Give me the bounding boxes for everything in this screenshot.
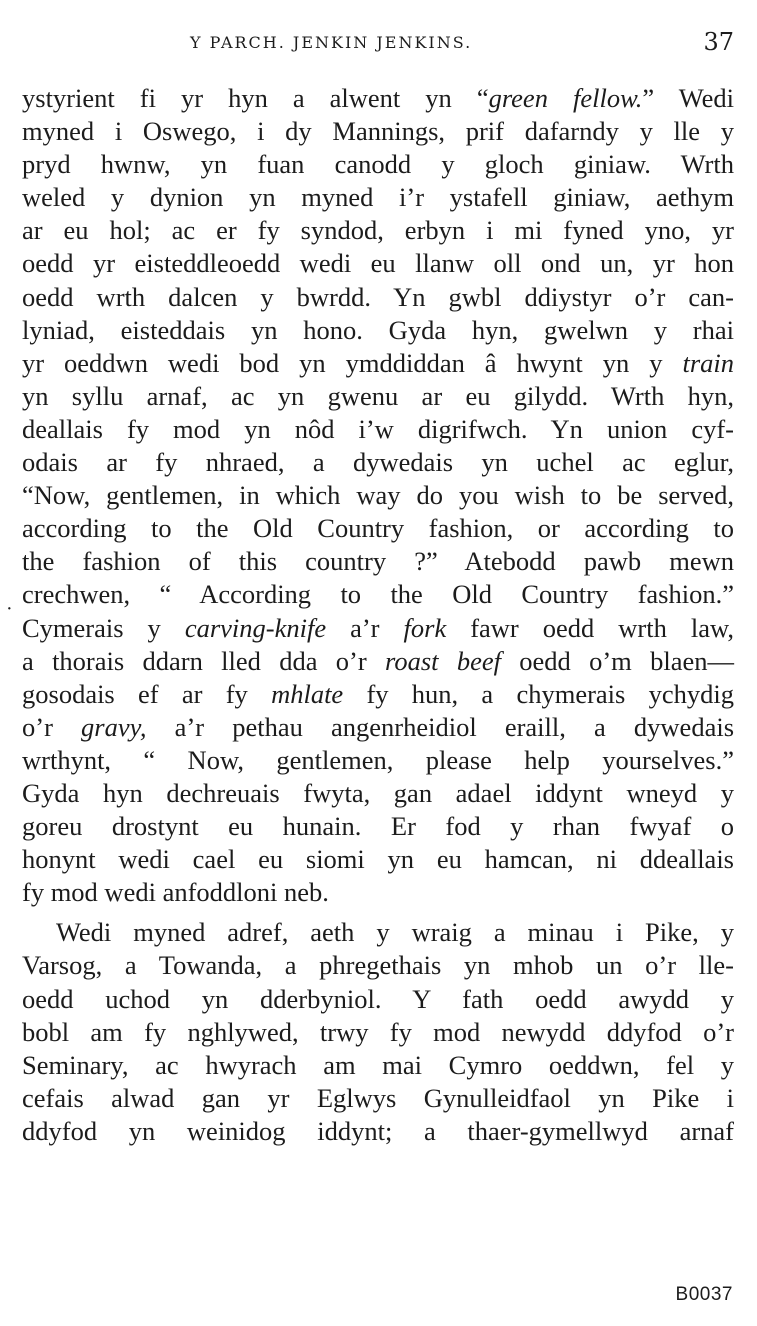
text-line bbox=[22, 612, 734, 645]
text-line bbox=[22, 711, 734, 744]
text-line bbox=[22, 479, 734, 512]
text-run: gosodais ef ar fy bbox=[22, 678, 272, 709]
page-number: 37 bbox=[703, 28, 734, 56]
text-run: yr oeddwn wedi bod yn ymddiddan â hwynt yn y bbox=[22, 347, 683, 378]
text-run: fy mod wedi anfoddloni neb. bbox=[22, 877, 329, 908]
text-run: Gyda hyn dechreuais fwyta, gan adael iddynt wneyd y bbox=[22, 777, 734, 808]
text-run: a’r bbox=[326, 612, 404, 643]
text-run: Cymerais y bbox=[22, 612, 185, 643]
text-line bbox=[22, 214, 734, 247]
text-run: honynt wedi cael eu siomi yn eu hamcan, ni ddeallais bbox=[22, 844, 734, 875]
text-line bbox=[22, 876, 734, 909]
text-line bbox=[22, 148, 734, 181]
text-run: myned i Oswego, i dy Mannings, prif dafarndy y lle y bbox=[22, 116, 734, 147]
text-run: wrthynt, “ Now, gentlemen, please help yourselves.” bbox=[22, 744, 734, 775]
italic-run: roast beef bbox=[385, 645, 501, 676]
text-line bbox=[22, 413, 734, 446]
text-line bbox=[22, 916, 734, 949]
text-run: ystyrient fi yr hyn a alwent yn “ bbox=[22, 83, 489, 113]
text-run: the fashion of this country ?” Atebodd pawb mewn bbox=[22, 546, 734, 577]
margin-mark: · bbox=[6, 598, 13, 620]
text-line bbox=[22, 678, 734, 711]
italic-run: fork bbox=[403, 612, 447, 643]
text-line bbox=[22, 181, 734, 214]
text-run: bobl am fy nghlywed, trwy fy mod newydd ddyfod o’r bbox=[22, 1016, 734, 1047]
text-run: goreu drostynt eu hunain. Er fod y rhan fwyaf o bbox=[22, 811, 734, 842]
text-line bbox=[22, 983, 734, 1016]
text-run: fawr oedd wrth law, bbox=[446, 612, 734, 643]
text-run: weled y dynion yn myned i’r ystafell giniaw, aethym bbox=[22, 182, 734, 213]
text-run: fy hun, a chymerais ychydig bbox=[343, 678, 734, 709]
text-line bbox=[22, 82, 734, 115]
text-line bbox=[22, 810, 734, 843]
text-run: a thorais ddarn lled dda o’r bbox=[22, 645, 385, 676]
paragraph-gap bbox=[22, 909, 734, 916]
body-text bbox=[22, 82, 734, 1148]
text-line bbox=[22, 446, 734, 479]
text-line bbox=[22, 512, 734, 545]
text-line bbox=[22, 281, 734, 314]
library-code: B0037 bbox=[675, 1284, 733, 1305]
text-run: ar eu hol; ac er fy syndod, erbyn i mi fyned yno, yr bbox=[22, 215, 734, 246]
text-line bbox=[22, 545, 734, 578]
text-run: pryd hwnw, yn fuan canodd y gloch giniaw. Wrth bbox=[22, 149, 734, 180]
italic-run: mhlate bbox=[271, 678, 344, 709]
italic-run: green fellow. bbox=[488, 83, 643, 113]
text-line bbox=[22, 744, 734, 777]
running-title: Y PARCH. JENKIN JENKINS. bbox=[190, 33, 473, 52]
text-line bbox=[22, 1115, 734, 1148]
italic-run: train bbox=[682, 347, 734, 378]
running-head bbox=[22, 30, 734, 60]
text-line bbox=[22, 578, 734, 611]
text-line bbox=[22, 1049, 734, 1082]
text-run: oedd yr eisteddleoedd wedi eu llanw oll ond un, yr hon bbox=[22, 248, 734, 279]
text-run: Wedi myned adref, aeth y wraig a minau i Pike, y bbox=[56, 917, 734, 948]
text-run: crechwen, “ According to the Old Country fashion.” bbox=[22, 579, 734, 610]
text-line bbox=[22, 115, 734, 148]
text-run: according to the Old Country fashion, or according to bbox=[22, 513, 734, 544]
text-run: oedd wrth dalcen y bwrdd. Yn gwbl ddiystyr o’r can- bbox=[22, 281, 734, 312]
text-line bbox=[22, 949, 734, 982]
text-run: deallais fy mod yn nôd i’w digrifwch. Yn union cyf- bbox=[22, 413, 734, 444]
text-line bbox=[22, 843, 734, 876]
text-line bbox=[22, 247, 734, 280]
italic-run: gravy, bbox=[81, 711, 147, 742]
text-run: Seminary, ac hwyrach am mai Cymro oeddwn, fel y bbox=[22, 1049, 734, 1080]
text-run: lyniad, eisteddais yn hono. Gyda hyn, gwelwn y rhai bbox=[22, 314, 734, 345]
text-run: “Now, gentlemen, in which way do you wish to be served, bbox=[22, 480, 734, 511]
text-run: Varsog, a Towanda, a phregethais yn mhob un o’r lle- bbox=[22, 950, 734, 981]
text-line bbox=[22, 347, 734, 380]
text-line bbox=[22, 380, 734, 413]
text-run: o’r bbox=[22, 711, 82, 742]
text-run: oedd o’m blaen— bbox=[500, 645, 734, 676]
text-run: oedd uchod yn dderbyniol. Y fath oedd awydd y bbox=[22, 983, 734, 1014]
text-run: ” Wedi bbox=[642, 83, 734, 113]
text-run: a’r pethau angenrheidiol eraill, a dywedais bbox=[146, 711, 735, 742]
italic-run: carving-knife bbox=[184, 612, 327, 643]
text-line bbox=[22, 777, 734, 810]
text-run: ddyfod yn weinidog iddynt; a thaer-gymellwyd arnaf bbox=[22, 1115, 734, 1146]
text-run: yn syllu arnaf, ac yn gwenu ar eu gilydd. Wrth hyn, bbox=[22, 380, 734, 411]
text-line bbox=[22, 1082, 734, 1115]
text-line bbox=[22, 314, 734, 347]
text-line bbox=[22, 645, 734, 678]
text-run: odais ar fy nhraed, a dywedais yn uchel ac eglur, bbox=[22, 447, 734, 478]
text-run: cefais alwad gan yr Eglwys Gynulleidfaol yn Pike i bbox=[22, 1082, 734, 1113]
text-line bbox=[22, 1016, 734, 1049]
